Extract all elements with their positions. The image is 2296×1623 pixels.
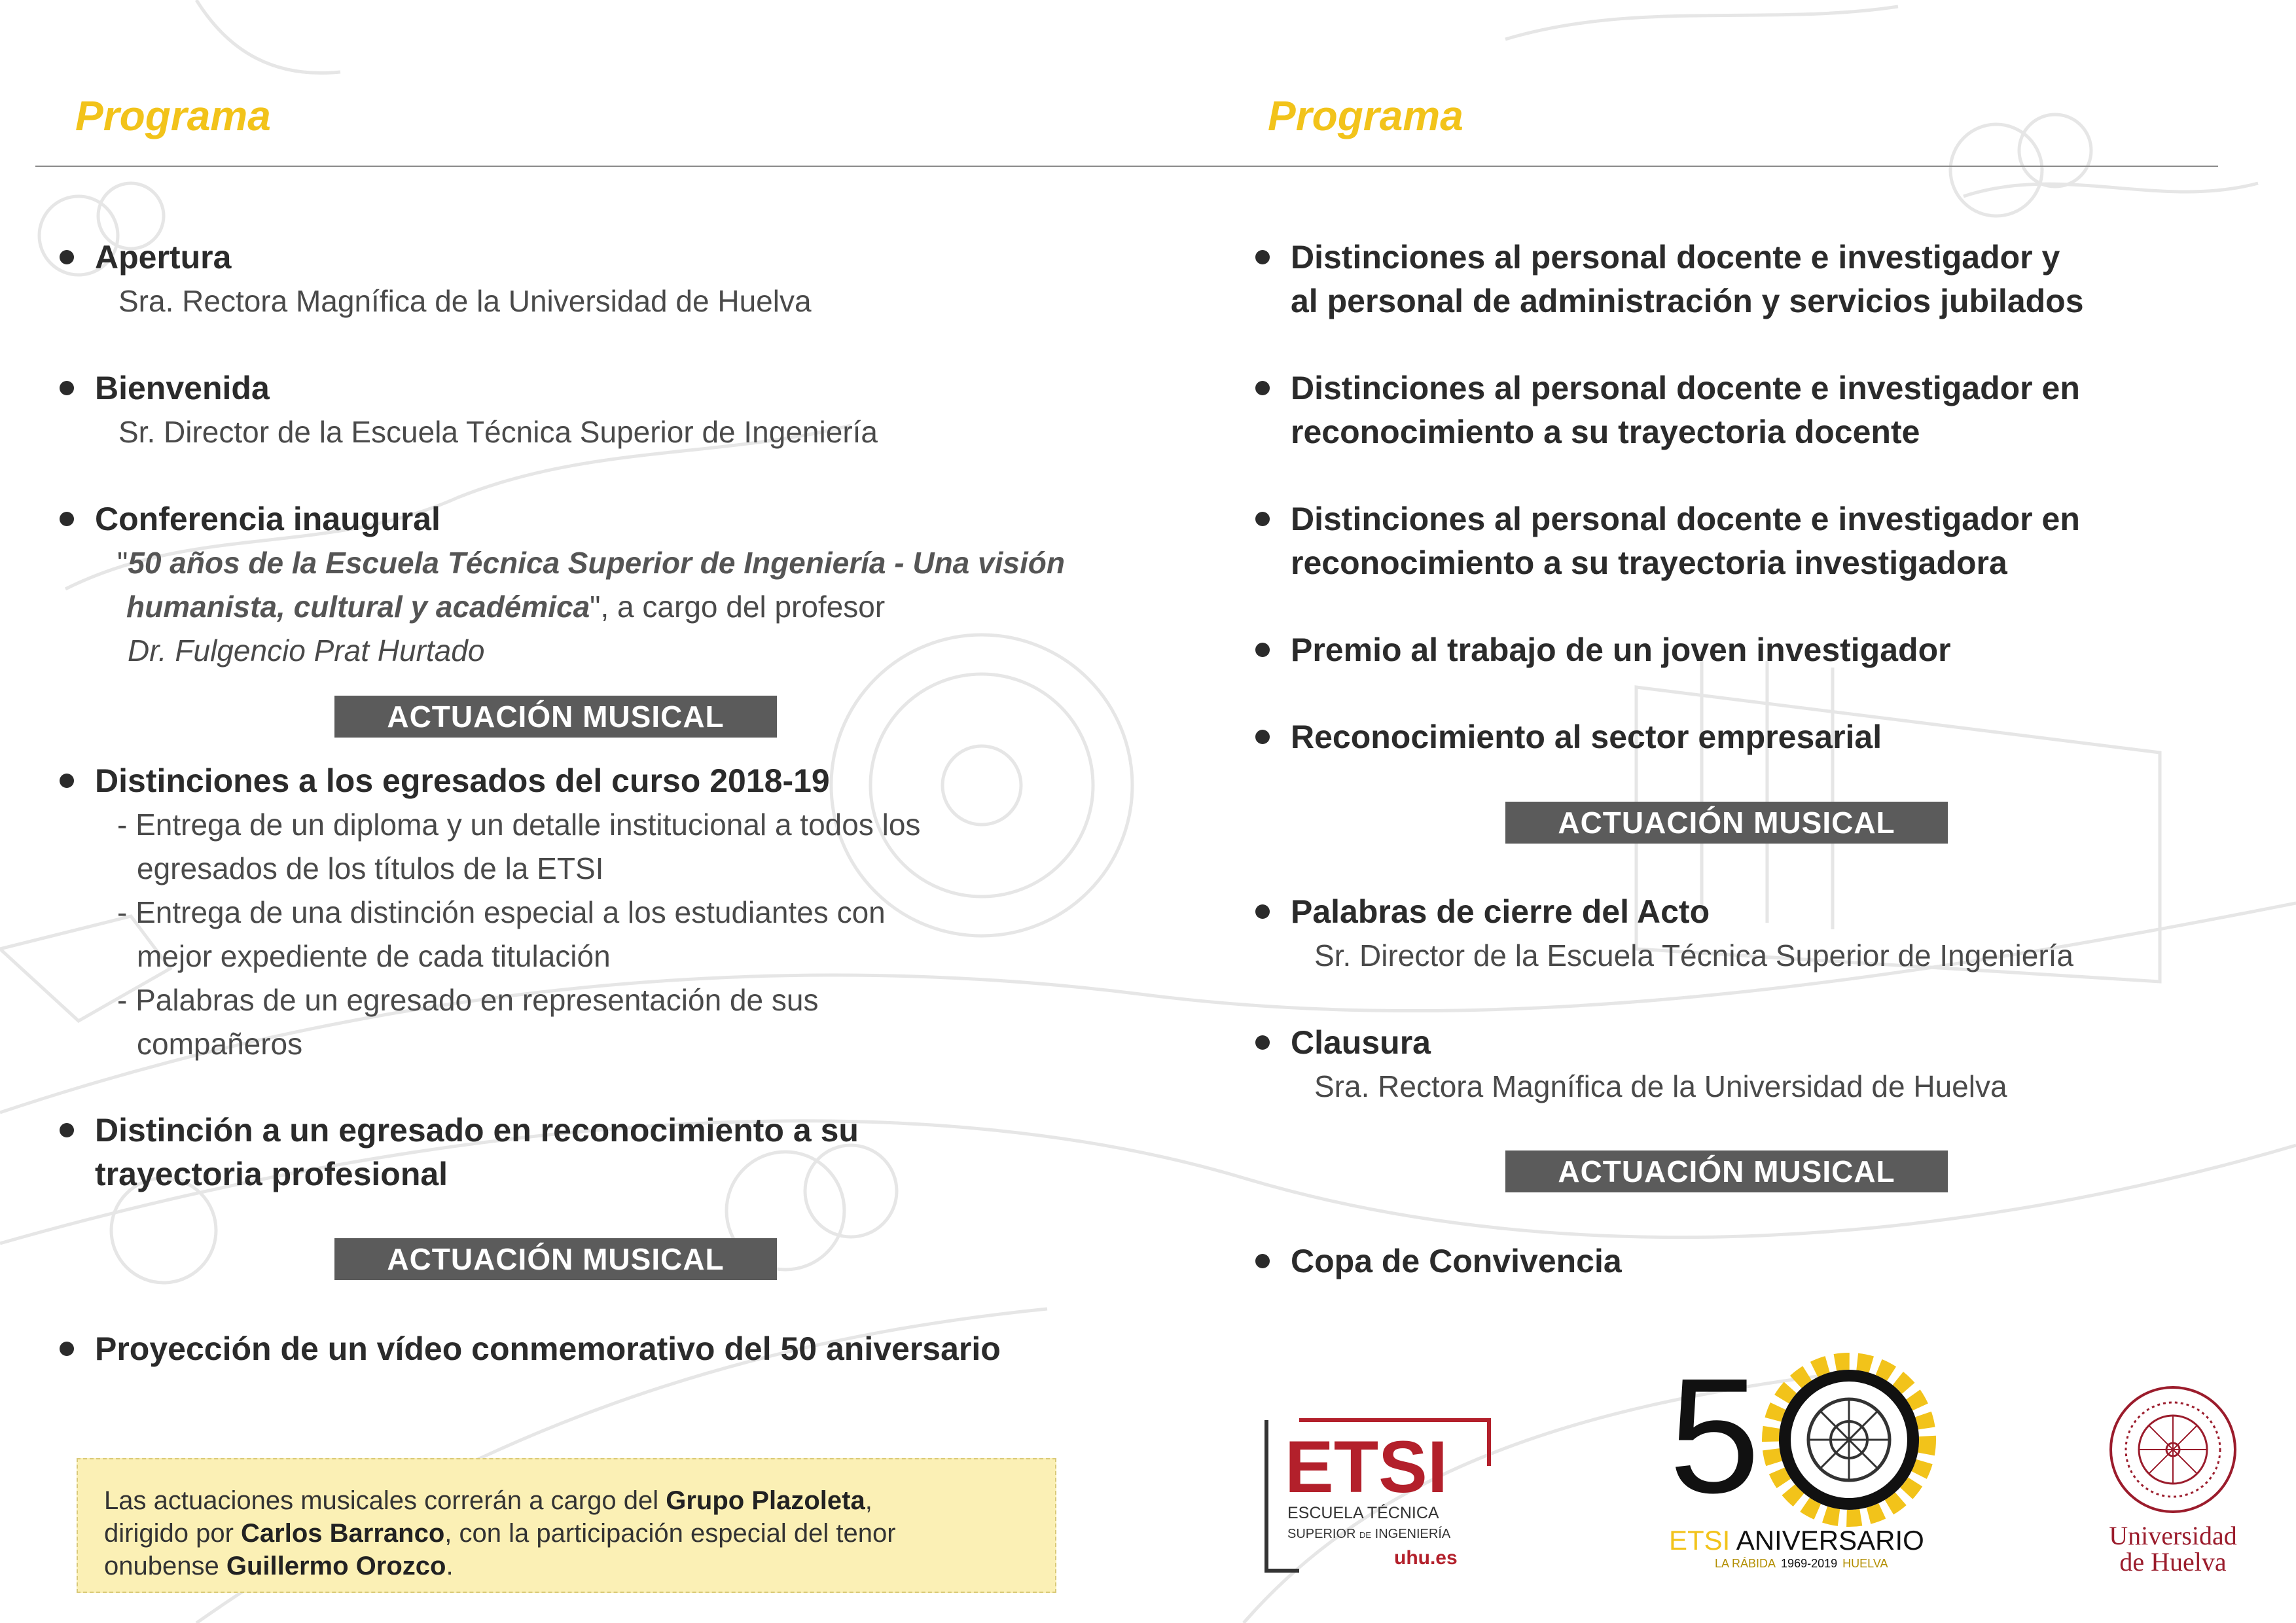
bullet-icon <box>60 512 74 526</box>
uhu-logo-line2: de Huelva <box>2119 1547 2227 1577</box>
music-banner: ACTUACIÓN MUSICAL <box>334 696 777 738</box>
talk-title-line2 <box>95 585 1065 629</box>
item-title: Reconocimiento al sector empresarial <box>1291 719 1882 755</box>
program-item-conferencia <box>95 497 1065 673</box>
universidad-huelva-logo <box>2094 1381 2251 1577</box>
detail-1 <box>95 803 920 891</box>
etsi-logo-line2 <box>1287 1526 1451 1541</box>
program-item-copa <box>1291 1240 1622 1283</box>
detail-text: - Palabras de un egresado en representación de sus <box>117 983 819 1017</box>
note-text: . <box>446 1552 454 1580</box>
program-item-trayectoria-docente <box>1291 366 2080 454</box>
etsi-logo-superior: SUPERIOR <box>1287 1527 1356 1541</box>
detail-text-cont: mejor expediente de cada titulación <box>137 939 611 973</box>
uhu-logo-line1: Universidad <box>2109 1521 2237 1550</box>
program-item-apertura <box>95 236 812 323</box>
program-item-trayectoria-investigadora <box>1291 497 2080 585</box>
etsi-logo-web: uhu.es <box>1394 1547 1458 1569</box>
detail-2 <box>95 891 920 978</box>
item-title: Premio al trabajo de un joven investigador <box>1291 632 1951 668</box>
item-title-line2: trayectoria profesional <box>95 1156 448 1192</box>
quote-mark: " <box>117 546 128 580</box>
note-line1 <box>104 1484 1029 1517</box>
talk-title: 50 años de la Escuela Técnica Superior de Ingeniería - Una visión <box>128 546 1065 580</box>
page-heading-right: Programa <box>1268 92 1463 139</box>
item-subtitle: Sr. Director de la Escuela Técnica Superior de Ingeniería <box>118 415 878 449</box>
note-line3 <box>104 1550 1029 1582</box>
bullet-icon <box>1255 1035 1270 1050</box>
anniversary-word: ANIVERSARIO <box>1730 1525 1924 1556</box>
bullet-icon <box>1255 643 1270 657</box>
bullet-icon <box>1255 250 1270 264</box>
anniversary-etsi: ETSI <box>1669 1525 1731 1556</box>
music-note-box <box>77 1458 1056 1593</box>
program-item-cierre <box>1291 890 2073 978</box>
detail-3 <box>95 978 920 1066</box>
program-item-joven-investigador <box>1291 628 1951 672</box>
director-name: Carlos Barranco <box>241 1519 445 1548</box>
music-banner: ACTUACIÓN MUSICAL <box>1505 1150 1948 1192</box>
program-item-jubilados <box>1291 236 2084 323</box>
anniversary-label <box>1669 1525 1924 1556</box>
bullet-icon <box>60 1123 74 1137</box>
note-text: dirigido por <box>104 1519 242 1548</box>
detail-text: - Entrega de un diploma y un detalle institucional a todos los <box>117 808 921 842</box>
bullet-icon <box>1255 904 1270 919</box>
bullet-icon <box>60 1342 74 1356</box>
item-title-line1: Distinciones al personal docente e investigador y <box>1291 239 2060 276</box>
item-title-line1: Distinciones al personal docente e investigador en <box>1291 370 2080 406</box>
anniversary-place: LA RÁBIDA <box>1715 1557 1776 1570</box>
note-text: , con la participación especial del tenor <box>444 1519 896 1548</box>
item-title: Clausura <box>1291 1024 1431 1061</box>
bullet-icon <box>1255 1254 1270 1268</box>
item-subtitle: Sra. Rectora Magnífica de la Universidad de Huelva <box>1314 1069 2007 1103</box>
bullet-icon <box>1255 512 1270 526</box>
etsi-logo-line1: ESCUELA TÉCNICA <box>1287 1504 1439 1522</box>
program-item-clausura <box>1291 1021 2007 1109</box>
etsi-logo-de: DE <box>1359 1530 1372 1540</box>
talk-after: ", a cargo del profesor <box>590 590 886 624</box>
bullet-icon <box>60 381 74 395</box>
item-title: Distinciones a los egresados del curso 2018-19 <box>95 762 830 799</box>
item-title: Copa de Convivencia <box>1291 1243 1622 1279</box>
item-title-line2: reconocimiento a su trayectoria investigadora <box>1291 544 2007 581</box>
program-item-distincion-egresado <box>95 1109 859 1196</box>
etsi-logo-text: ETSI <box>1285 1426 1448 1508</box>
page-heading-left: Programa <box>75 92 271 139</box>
program-item-bienvenida <box>95 366 878 454</box>
etsi-logo <box>1260 1414 1496 1577</box>
group-name: Grupo Plazoleta <box>666 1486 865 1515</box>
item-title: Palabras de cierre del Acto <box>1291 893 1710 930</box>
note-text: Las actuaciones musicales correrán a cargo del <box>104 1486 666 1515</box>
item-title-line1: Distinciones al personal docente e investigador en <box>1291 501 2080 537</box>
anniversary-dates <box>1715 1557 1888 1570</box>
item-title: Apertura <box>95 239 232 276</box>
talk-title-line1 <box>95 541 1065 585</box>
bullet-icon <box>60 250 74 264</box>
bullet-icon <box>1255 730 1270 744</box>
item-title: Conferencia inaugural <box>95 501 440 537</box>
item-title-line1: Distinción a un egresado en reconocimiento a su <box>95 1112 859 1149</box>
anniversary-city: HUELVA <box>1842 1557 1888 1570</box>
talk-title-cont: humanista, cultural y académica <box>126 590 590 624</box>
music-banner: ACTUACIÓN MUSICAL <box>334 1238 777 1280</box>
tenor-name: Guillermo Orozco <box>226 1552 446 1580</box>
bullet-icon <box>1255 381 1270 395</box>
detail-text: - Entrega de una distinción especial a los estudiantes con <box>117 895 886 929</box>
item-subtitle: Sra. Rectora Magnífica de la Universidad de Huelva <box>118 284 812 318</box>
heading-divider <box>35 166 2218 167</box>
item-title: Bienvenida <box>95 370 270 406</box>
program-item-sector-empresarial <box>1291 715 1882 759</box>
item-title-line2: al personal de administración y servicios jubilados <box>1291 283 2084 319</box>
anniversary-years: 1969-2019 <box>1781 1557 1838 1570</box>
note-text: , <box>865 1486 872 1515</box>
bullet-icon <box>60 774 74 788</box>
note-text: onubense <box>104 1552 226 1580</box>
item-title-line2: reconocimiento a su trayectoria docente <box>1291 414 1920 450</box>
etsi-logo-ingenieria: INGENIERÍA <box>1374 1527 1451 1541</box>
detail-text-cont: compañeros <box>137 1027 303 1061</box>
fifty-anniversary-logo <box>1662 1342 1937 1584</box>
speaker-name: Dr. Fulgencio Prat Hurtado <box>128 633 485 668</box>
anniversary-five: 5 <box>1669 1344 1761 1527</box>
note-line2 <box>104 1517 1029 1550</box>
program-item-proyeccion <box>95 1327 1001 1371</box>
detail-text-cont: egresados de los títulos de la ETSI <box>137 851 604 885</box>
music-banner: ACTUACIÓN MUSICAL <box>1505 802 1948 844</box>
program-item-egresados <box>95 759 920 1066</box>
item-title: Proyección de un vídeo conmemorativo del 50 aniversario <box>95 1330 1001 1367</box>
item-subtitle: Sr. Director de la Escuela Técnica Superior de Ingeniería <box>1314 938 2073 972</box>
